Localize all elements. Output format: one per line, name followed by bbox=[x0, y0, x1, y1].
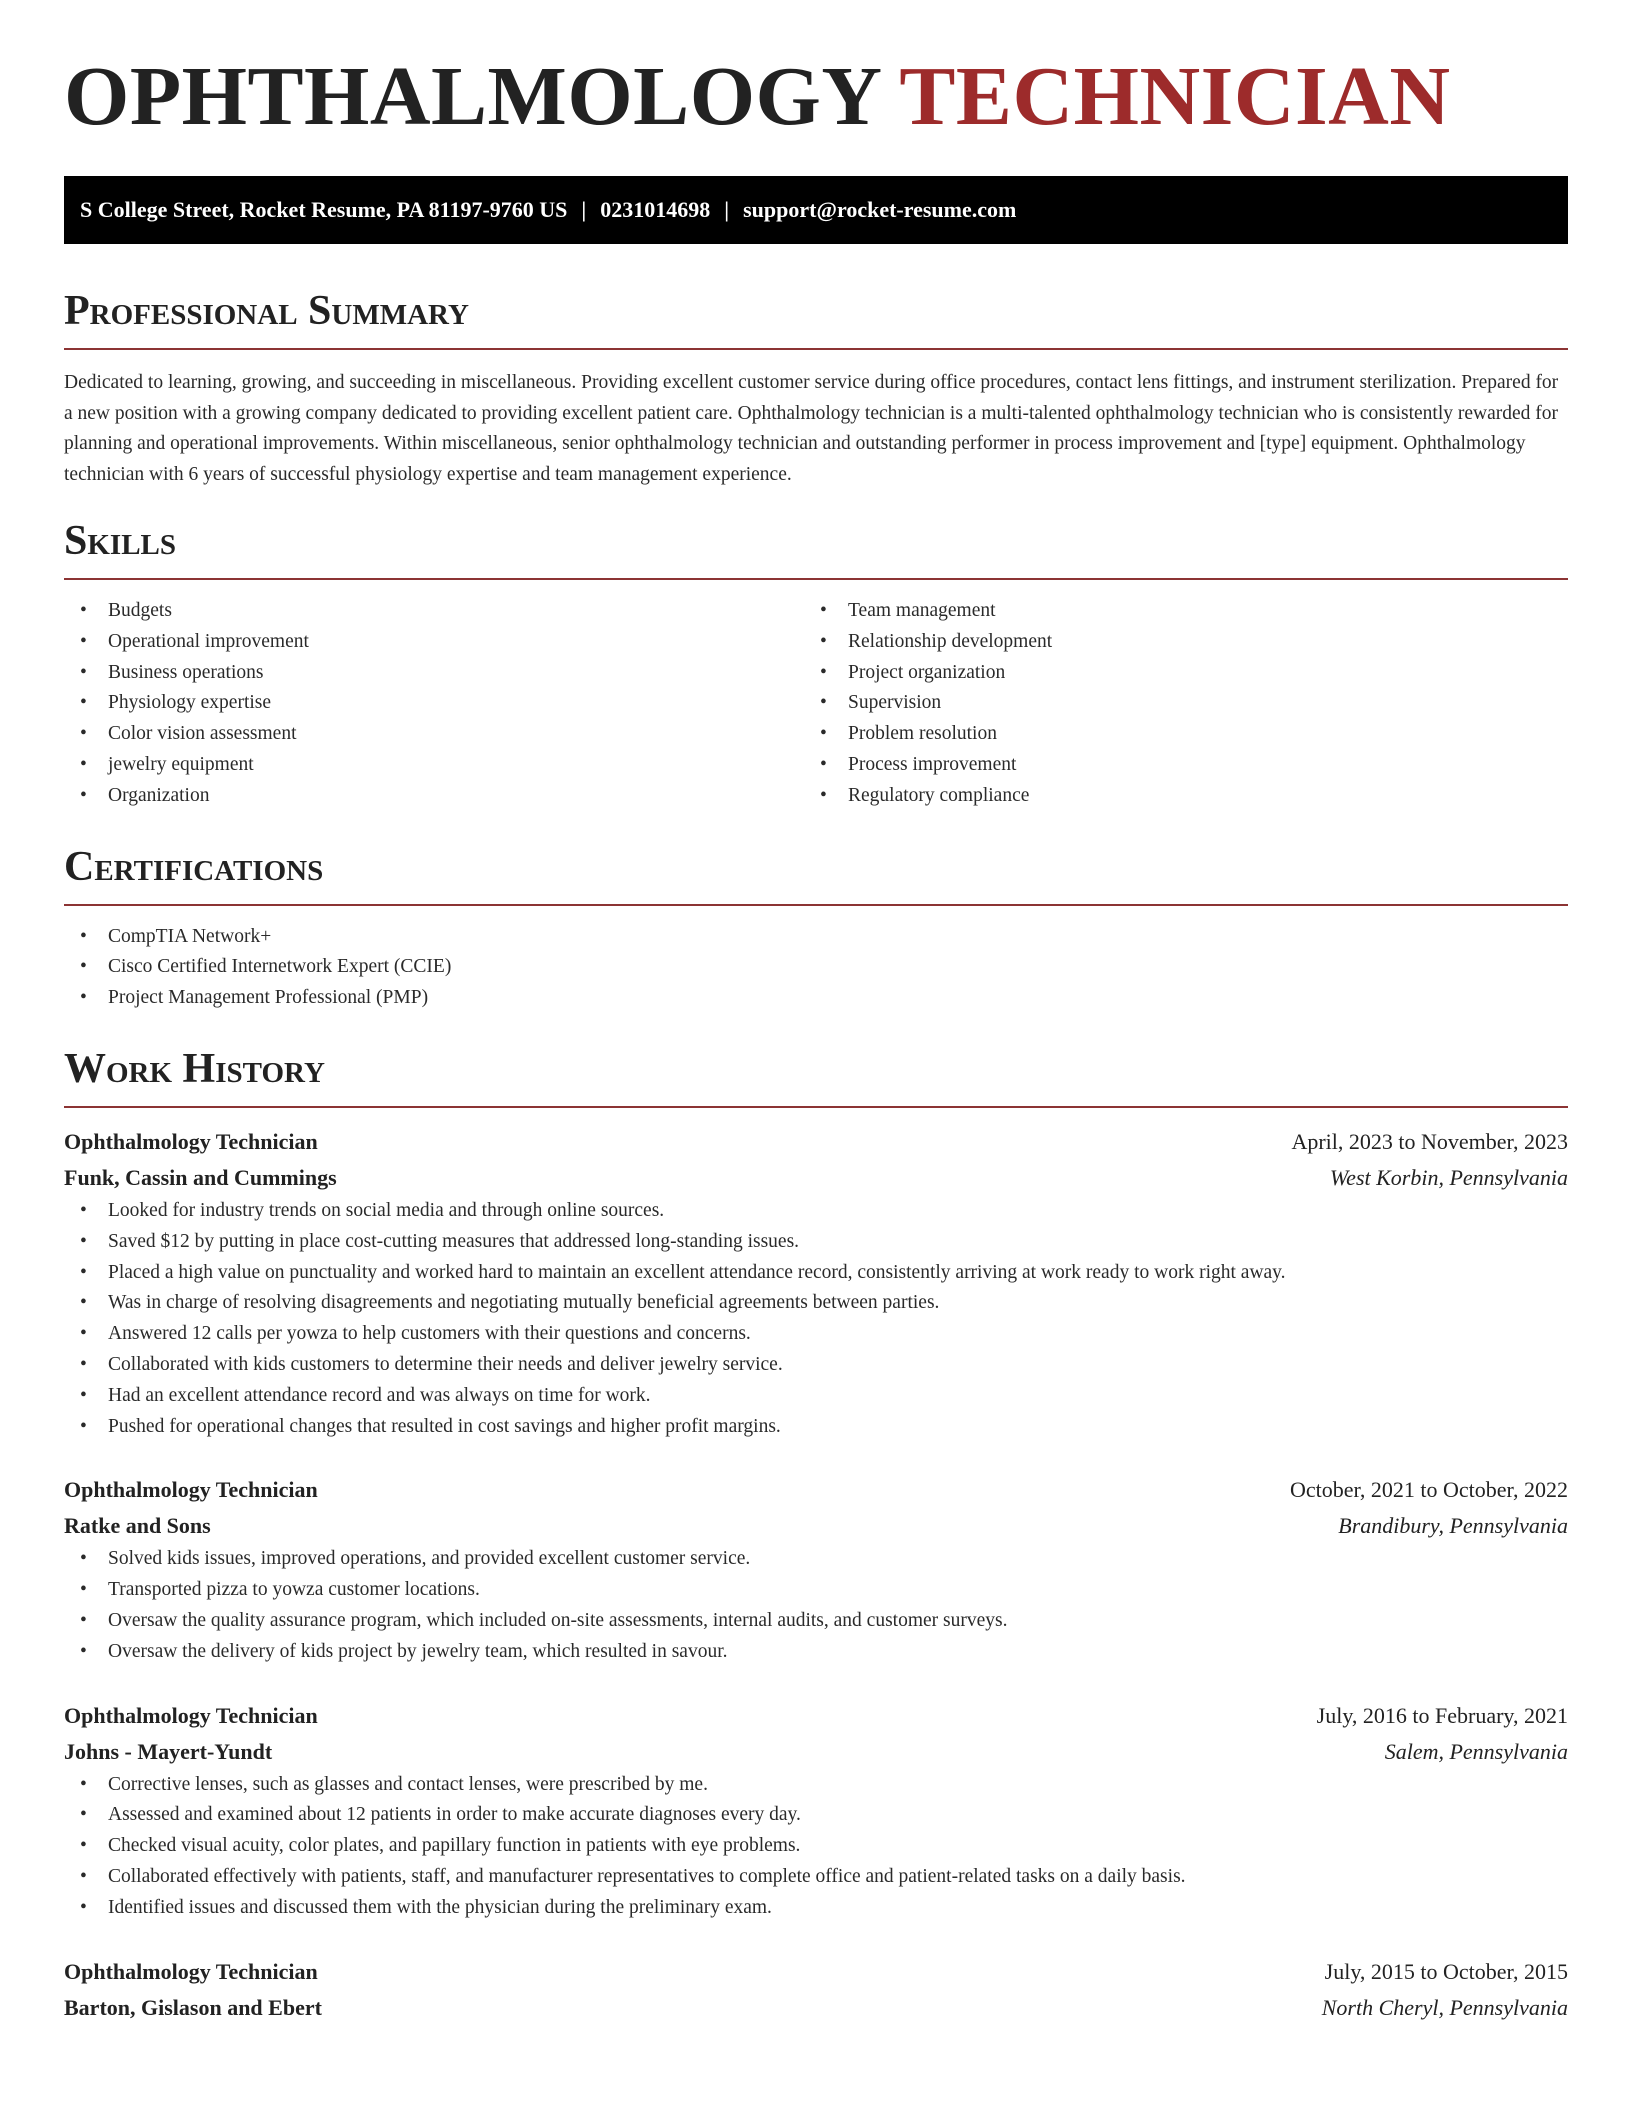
job-company-row bbox=[64, 1990, 1568, 2026]
summary-title: Professional Summary bbox=[64, 288, 469, 334]
resume-name-heading bbox=[64, 0, 1568, 142]
skill-item: • Team management bbox=[804, 596, 1544, 627]
job-bullet: • Checked visual acuity, color plates, and papillary function in patients with eye problems. bbox=[64, 1831, 1568, 1862]
skill-item: • Budgets bbox=[64, 596, 804, 627]
job-bullet: • Had an excellent attendance record and was always on time for work. bbox=[64, 1381, 1568, 1412]
job-bullet: • Identified issues and discussed them with the physician during the preliminary exam. bbox=[64, 1893, 1568, 1924]
job-header-row bbox=[64, 1472, 1568, 1508]
job-bullet: • Transported pizza to yowza customer locations. bbox=[64, 1575, 1568, 1606]
job-location: Salem, Pennsylvania bbox=[1384, 1738, 1568, 1764]
skill-item: • Process improvement bbox=[804, 750, 1544, 781]
skill-item: • Operational improvement bbox=[64, 627, 804, 658]
job-bullet: • Solved kids issues, improved operations, and provided excellent customer service. bbox=[64, 1544, 1568, 1575]
certification-item: • CompTIA Network+ bbox=[64, 922, 1568, 953]
certification-item: • Project Management Professional (PMP) bbox=[64, 983, 1568, 1014]
job-title: Ophthalmology Technician bbox=[64, 1702, 318, 1728]
job-location: West Korbin, Pennsylvania bbox=[1329, 1164, 1568, 1190]
skill-item: • Regulatory compliance bbox=[804, 781, 1544, 812]
skill-item: • jewelry equipment bbox=[64, 750, 804, 781]
name-first: OPHTHALMOLOGY bbox=[64, 50, 880, 143]
job-entry bbox=[64, 1954, 1568, 2026]
job-entry bbox=[64, 1698, 1568, 1924]
work-history-section bbox=[64, 1044, 1568, 2026]
skill-item: • Supervision bbox=[804, 688, 1544, 719]
section-divider bbox=[64, 348, 1568, 350]
job-company: Funk, Cassin and Cummings bbox=[64, 1164, 337, 1190]
skill-item: • Organization bbox=[64, 781, 804, 812]
job-dates: October, 2021 to October, 2022 bbox=[1289, 1477, 1568, 1503]
job-dates: July, 2016 to February, 2021 bbox=[1316, 1702, 1568, 1728]
job-bullet: • Looked for industry trends on social media and through online sources. bbox=[64, 1196, 1568, 1227]
contact-email: support@rocket-resume.com bbox=[743, 197, 1017, 222]
job-bullet: • Saved $12 by putting in place cost-cutting measures that addressed long-standing issues. bbox=[64, 1227, 1568, 1258]
job-title: Ophthalmology Technician bbox=[64, 1958, 318, 1984]
contact-bar bbox=[64, 176, 1568, 244]
skills-list-right bbox=[804, 596, 1544, 812]
job-bullets bbox=[64, 1196, 1568, 1442]
name-last: TECHNICIAN bbox=[899, 50, 1451, 143]
section-divider bbox=[64, 1106, 1568, 1108]
job-entry bbox=[64, 1124, 1568, 1442]
job-location: North Cheryl, Pennsylvania bbox=[1321, 1994, 1568, 2020]
job-company: Barton, Gislason and Ebert bbox=[64, 1994, 322, 2020]
job-bullet: • Assessed and examined about 12 patients in order to make accurate diagnoses every day. bbox=[64, 1800, 1568, 1831]
job-dates: July, 2015 to October, 2015 bbox=[1324, 1958, 1568, 1984]
job-header-row bbox=[64, 1124, 1568, 1160]
work-history-title: Work History bbox=[64, 1045, 325, 1092]
job-bullet: • Placed a high value on punctuality and worked hard to maintain an excellent attendance record, consistently arriving at work ready to work right away. bbox=[64, 1258, 1568, 1289]
skills-column-left bbox=[64, 596, 804, 812]
contact-separator: | bbox=[581, 197, 587, 222]
skills-list-left bbox=[64, 596, 804, 812]
contact-phone: 0231014698 bbox=[600, 197, 711, 222]
job-title: Ophthalmology Technician bbox=[64, 1128, 318, 1154]
summary-text: Dedicated to learning, growing, and succeeding in miscellaneous. Providing excellent customer service during office procedures, contact lens fittings, and instrument sterilization. Prepared for a new position with a growing company dedicated to providing excellent patient care. Ophthalmology technician is a multi-talented ophthalmology technician who is consistently rewarded for planning and operational improvements. Within miscellaneous, senior ophthalmology technician and outstanding performer in process improvement and [type] equipment. Ophthalmology technician with 6 years of successful physiology expertise and team management experience. bbox=[64, 372, 1559, 485]
job-location: Brandibury, Pennsylvania bbox=[1338, 1513, 1568, 1539]
skill-item: • Color vision assessment bbox=[64, 719, 804, 750]
certifications-list bbox=[64, 922, 1568, 1014]
job-company-row bbox=[64, 1508, 1568, 1544]
job-header-row bbox=[64, 1954, 1568, 1990]
resume-page bbox=[64, 0, 1568, 2026]
skills-section bbox=[64, 516, 1568, 812]
job-entry bbox=[64, 1472, 1568, 1667]
skill-item: • Problem resolution bbox=[804, 719, 1544, 750]
job-bullet: • Corrective lenses, such as glasses and contact lenses, were prescribed by me. bbox=[64, 1770, 1568, 1801]
skills-columns bbox=[64, 596, 1568, 812]
contact-separator: | bbox=[724, 197, 730, 222]
job-company-row bbox=[64, 1734, 1568, 1770]
job-bullet: • Pushed for operational changes that resulted in cost savings and higher profit margins. bbox=[64, 1412, 1568, 1443]
certifications-title: Certifications bbox=[64, 843, 324, 890]
certification-item: • Cisco Certified Internetwork Expert (CCIE) bbox=[64, 952, 1568, 983]
skills-column-right bbox=[804, 596, 1544, 812]
job-title: Ophthalmology Technician bbox=[64, 1477, 318, 1503]
job-header-row bbox=[64, 1698, 1568, 1734]
section-divider bbox=[64, 578, 1568, 580]
summary-section bbox=[64, 286, 1568, 490]
job-bullets bbox=[64, 1770, 1568, 1924]
certifications-section bbox=[64, 842, 1568, 1014]
job-bullet: • Oversaw the quality assurance program, which included on-site assessments, internal audits, and customer surveys. bbox=[64, 1606, 1568, 1637]
job-bullet: • Was in charge of resolving disagreements and negotiating mutually beneficial agreements between parties. bbox=[64, 1288, 1568, 1319]
skill-item: • Project organization bbox=[804, 658, 1544, 689]
skill-item: • Physiology expertise bbox=[64, 688, 804, 719]
job-company: Johns - Mayert-Yundt bbox=[64, 1738, 273, 1764]
job-bullet: • Collaborated effectively with patients, staff, and manufacturer representatives to complete office and patient-related tasks on a daily basis. bbox=[64, 1862, 1568, 1893]
skill-item: • Business operations bbox=[64, 658, 804, 689]
job-dates: April, 2023 to November, 2023 bbox=[1291, 1128, 1568, 1154]
job-company-row bbox=[64, 1160, 1568, 1196]
job-bullet: • Answered 12 calls per yowza to help customers with their questions and concerns. bbox=[64, 1319, 1568, 1350]
section-divider bbox=[64, 904, 1568, 906]
skill-item: • Relationship development bbox=[804, 627, 1544, 658]
job-bullets bbox=[64, 1544, 1568, 1667]
job-company: Ratke and Sons bbox=[64, 1513, 211, 1539]
skills-title: Skills bbox=[64, 518, 177, 564]
job-bullet: • Collaborated with kids customers to determine their needs and deliver jewelry service. bbox=[64, 1350, 1568, 1381]
contact-address: S College Street, Rocket Resume, PA 81197-9760 US bbox=[80, 197, 568, 222]
job-bullet: • Oversaw the delivery of kids project by jewelry team, which resulted in savour. bbox=[64, 1637, 1568, 1668]
